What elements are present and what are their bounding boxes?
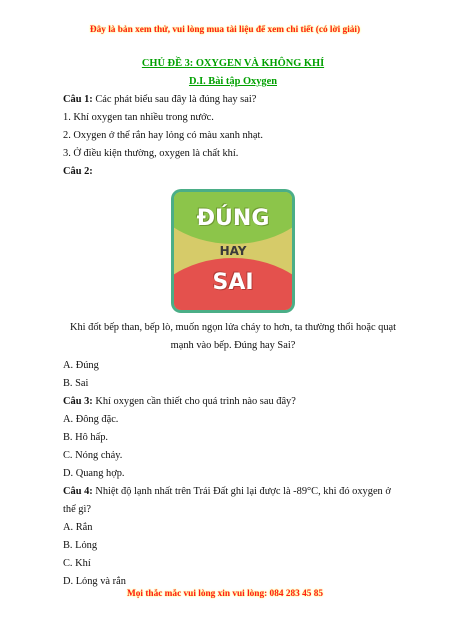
- contact-footer: Mọi thắc mắc vui lòng xin vui lòng: 084 283 45 85: [126, 589, 324, 599]
- statement-1: 1. Khí oxygen tan nhiều trong nước.: [63, 112, 214, 123]
- option-b: B. Lỏng: [63, 540, 98, 551]
- question-label: Câu 3:: [63, 396, 93, 407]
- chapter-title: CHỦ ĐỀ 3: OXYGEN VÀ KHÔNG KHÍ: [141, 58, 325, 69]
- option-b: B. Hô hấp.: [63, 432, 109, 443]
- question-3: [63, 393, 403, 411]
- document-body: [63, 55, 403, 591]
- option-c: C. Khí: [63, 558, 91, 569]
- option-a: A. Rắn: [63, 522, 93, 533]
- true-false-tile: [171, 189, 295, 313]
- statement-2: 2. Oxygen ở thể rắn hay lỏng có màu xanh nhạt.: [63, 130, 263, 141]
- question-2-label: Câu 2:: [63, 166, 93, 177]
- option-d: D. Lỏng và rắn: [63, 576, 126, 587]
- true-false-image: [63, 189, 403, 313]
- question-text: Các phát biểu sau đây là đúng hay sai?: [92, 94, 257, 105]
- option-d: D. Quang hợp.: [63, 468, 125, 479]
- statement-3: 3. Ở điều kiện thường, oxygen là chất khí.: [63, 148, 239, 159]
- question-label: Câu 4:: [63, 486, 93, 497]
- section-title: D.I. Bài tập Oxygen: [188, 76, 278, 87]
- option-b: B. Sai: [63, 378, 89, 389]
- tile-word-or: HAY: [219, 244, 247, 258]
- option-c: C. Nóng chảy.: [63, 450, 123, 461]
- question-2-text: Khi đốt bếp than, bếp lò, muốn ngọn lửa cháy to hơn, ta thường thổi hoặc quạt mạnh vào bếp. Đúng hay Sai?: [69, 322, 397, 351]
- option-a: A. Đông đặc.: [63, 414, 119, 425]
- preview-banner: Đây là bản xem thử, vui lòng mua tài liệu để xem chi tiết (có lời giải): [89, 25, 361, 35]
- question-text: Khí oxygen cần thiết cho quá trình nào sau đây?: [92, 396, 296, 407]
- option-a: A. Đúng: [63, 360, 99, 371]
- tile-word-true: ĐÚNG: [196, 206, 270, 231]
- question-text: Nhiệt độ lạnh nhất trên Trái Đất ghi lại được là -89°C, khi đó oxygen ở thể gì?: [63, 486, 391, 515]
- question-1: [63, 91, 403, 109]
- question-label: Câu 1:: [63, 94, 93, 105]
- question-4: [63, 483, 403, 519]
- tile-word-false: SAI: [212, 270, 254, 295]
